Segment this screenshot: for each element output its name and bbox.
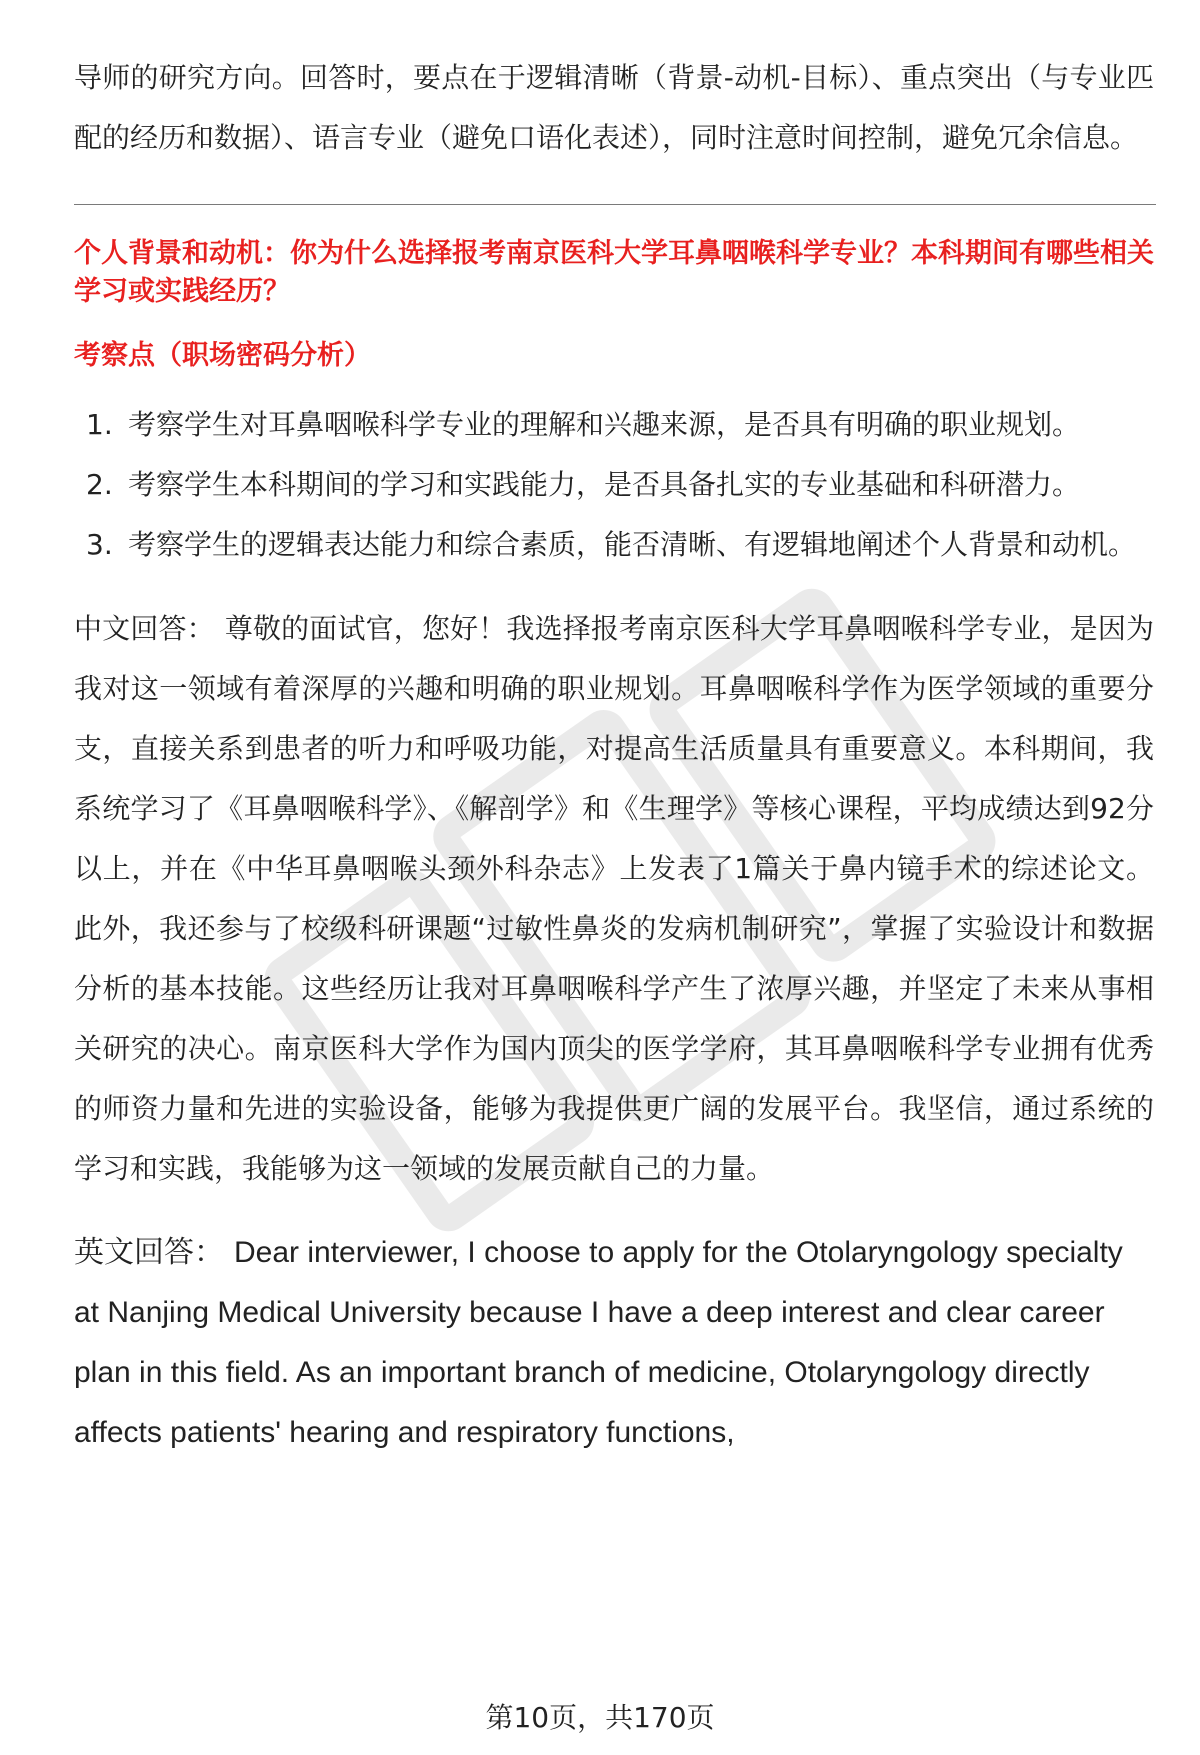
point-number: 3. (86, 528, 113, 561)
point-text: 考察学生的逻辑表达能力和综合素质，能否清晰、有逻辑地阐述个人背景和动机。 (128, 528, 1137, 561)
point-text: 考察学生对耳鼻咽喉科学专业的理解和兴趣来源，是否具有明确的职业规划。 (128, 408, 1081, 441)
intro-paragraph: 导师的研究方向。回答时，要点在于逻辑清晰（背景-动机-目标）、重点突出（与专业匹配的经历和数据）、语言专业（避免口语化表述），同时注意时间控制，避免冗余信息。 (74, 61, 1154, 154)
assessment-point (74, 395, 1154, 455)
english-answer-text: Dear interviewer, I choose to apply for the Otolaryngology specialty at Nanjing Medical University because I have a deep interest and clear career plan in this field. As an important branch of medicine, Otolaryngology directly affects patients' hearing and respiratory functions, (74, 1236, 1123, 1449)
point-number: 2. (86, 468, 113, 501)
main-content (74, 48, 1154, 1463)
point-number: 1. (86, 408, 113, 441)
point-text: 考察学生本科期间的学习和实践能力，是否具备扎实的专业基础和科研潜力。 (128, 468, 1081, 501)
section-divider (74, 204, 1156, 205)
assessment-points-list (74, 395, 1154, 575)
chinese-answer-label: 中文回答： (74, 612, 215, 645)
chinese-answer (74, 599, 1154, 1199)
page-footer: 第10页，共170页 (485, 1701, 715, 1734)
english-answer-label: 英文回答： (74, 1236, 224, 1269)
english-answer (74, 1223, 1154, 1463)
chinese-answer-text: 尊敬的面试官，您好！我选择报考南京医科大学耳鼻咽喉科学专业，是因为我对这一领域有着深厚的兴趣和明确的职业规划。耳鼻咽喉科学作为医学领域的重要分支，直接关系到患者的听力和呼吸功能，对提高生活质量具有重要意义。本科期间，我系统学习了《耳鼻咽喉科学》、《解剖学》和《生理学》等核心课程，平均成绩达到92分以上，并在《中华耳鼻咽喉头颈外科杂志》上发表了1篇关于鼻内镜手术的综述论文。此外，我还参与了校级科研课题“过敏性鼻炎的发病机制研究”，掌握了实验设计和数据分析的基本技能。这些经历让我对耳鼻咽喉科学产生了浓厚兴趣，并坚定了未来从事相关研究的决心。南京医科大学作为国内顶尖的医学学府，其耳鼻咽喉科学专业拥有优秀的师资力量和先进的实验设备，能够为我提供更广阔的发展平台。我坚信，通过系统的学习和实践，我能够为这一领域的发展贡献自己的力量。 (74, 612, 1154, 1185)
assessment-point (74, 455, 1154, 515)
assessment-point (74, 515, 1154, 575)
assessment-heading: 考察点（职场密码分析） (74, 340, 371, 371)
interview-question: 个人背景和动机：你为什么选择报考南京医科大学耳鼻咽喉科学专业？本科期间有哪些相关学习或实践经历？ (74, 238, 1154, 307)
